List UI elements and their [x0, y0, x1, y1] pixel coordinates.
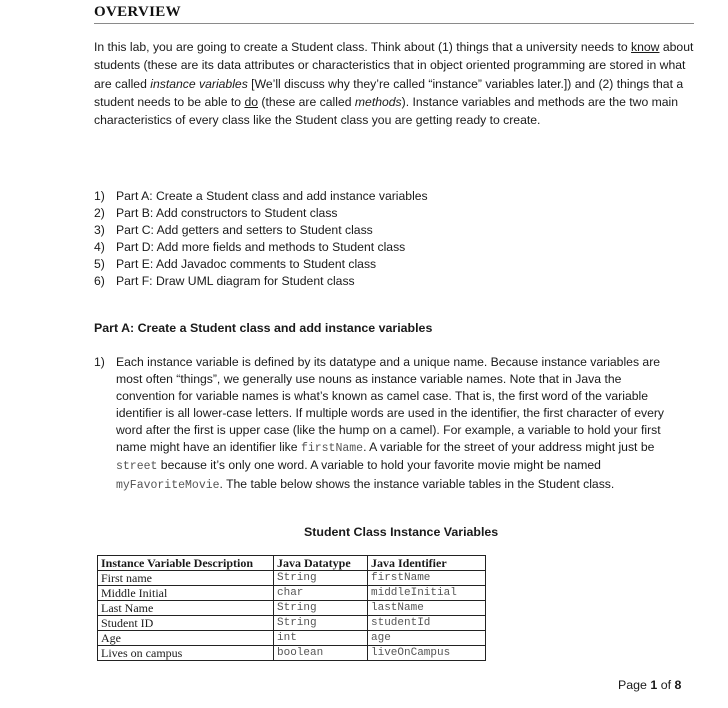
header-datatype: Java Datatype: [274, 556, 368, 571]
code-firstname: firstName: [300, 441, 364, 455]
do-emphasis: do: [244, 94, 258, 109]
item-number: 1): [94, 355, 105, 369]
page-number: Page 1 of 8: [618, 678, 682, 692]
cell-description: Lives on campus: [98, 646, 274, 661]
intro-paragraph: In this lab, you are going to create a Student class. Think about (1) things that a university needs to know about students (these are its data attributes or characteristics that in object oriented programming are stored in what are called instance variables [We’ll discuss why they’re called “instance” variables later.]) and (2) things that a student needs to be able to do (these are called methods). Instance variables and methods are the two main characteristics of every class like the Student class you are getting ready to create.: [94, 40, 694, 128]
table-row: [98, 586, 486, 601]
cell-identifier: middleInitial: [368, 586, 486, 601]
cell-datatype: boolean: [274, 646, 368, 661]
code-street: street: [116, 460, 158, 474]
list-item: 5) Part E: Add Javadoc comments to Student class: [94, 256, 377, 271]
overview-heading: OVERVIEW: [94, 4, 694, 24]
table-row: [98, 616, 486, 631]
table-row: [98, 646, 486, 661]
cell-description: Age: [98, 631, 274, 646]
table-row: [98, 631, 486, 646]
header-identifier: Java Identifier: [368, 556, 486, 571]
list-item: 1) Part A: Create a Student class and add instance variables: [94, 189, 428, 203]
list-item: 4) Part D: Add more fields and methods to Student class: [94, 239, 406, 254]
instance-variables-table: [97, 555, 486, 661]
cell-description: Student ID: [98, 616, 274, 631]
cell-identifier: firstName: [368, 571, 486, 586]
cell-description: Middle Initial: [98, 586, 274, 601]
cell-datatype: char: [274, 586, 368, 601]
cell-datatype: String: [274, 571, 368, 586]
list-item: 2) Part B: Add constructors to Student class: [94, 205, 338, 220]
methods-term: methods: [354, 94, 402, 109]
table-caption: Student Class Instance Variables: [304, 525, 499, 539]
cell-datatype: int: [274, 631, 368, 646]
cell-identifier: age: [368, 631, 486, 646]
table-row: [98, 601, 486, 616]
cell-identifier: lastName: [368, 601, 486, 616]
cell-description: Last Name: [98, 601, 274, 616]
table-row: [98, 571, 486, 586]
cell-datatype: String: [274, 601, 368, 616]
header-description: Instance Variable Description: [98, 556, 274, 571]
parts-list: [94, 188, 654, 289]
list-item: 3) Part C: Add getters and setters to Student class: [94, 222, 373, 237]
total-pages: 8: [674, 678, 682, 692]
cell-datatype: String: [274, 616, 368, 631]
current-page: 1: [650, 678, 658, 692]
cell-description: First name: [98, 571, 274, 586]
instance-variable-explanation: [94, 354, 684, 495]
part-a-title: Part A: Create a Student class and add instance variables: [94, 321, 433, 335]
explanation-text: Each instance variable is defined by its datatype and a unique name. Because instance variables are most often “things”, we generally use nouns as instance variable names. Note that in Java the convention for variable names is what’s known as camel case. That is, the first word of the variable identifier is all lower-case letters. If multiple words are used in the identifier, the first character of every word after the first is upper case (like the hump on a camel). For example, a variable to hold your first name might have an identifier like firstName. A variable for the street of your address might just be street because it’s only one word. A variable to hold your favorite movie might be named myFavoriteMovie. The table below shows the instance variable tables in the Student class.: [116, 355, 664, 493]
table-header-row: [98, 556, 486, 571]
cell-identifier: liveOnCampus: [368, 646, 486, 661]
cell-identifier: studentId: [368, 616, 486, 631]
list-item: 6) Part F: Draw UML diagram for Student class: [94, 273, 355, 288]
know-emphasis: know: [631, 40, 660, 54]
instance-variables-term: instance variables: [150, 76, 248, 91]
code-myfavoritemovie: myFavoriteMovie: [116, 479, 220, 493]
